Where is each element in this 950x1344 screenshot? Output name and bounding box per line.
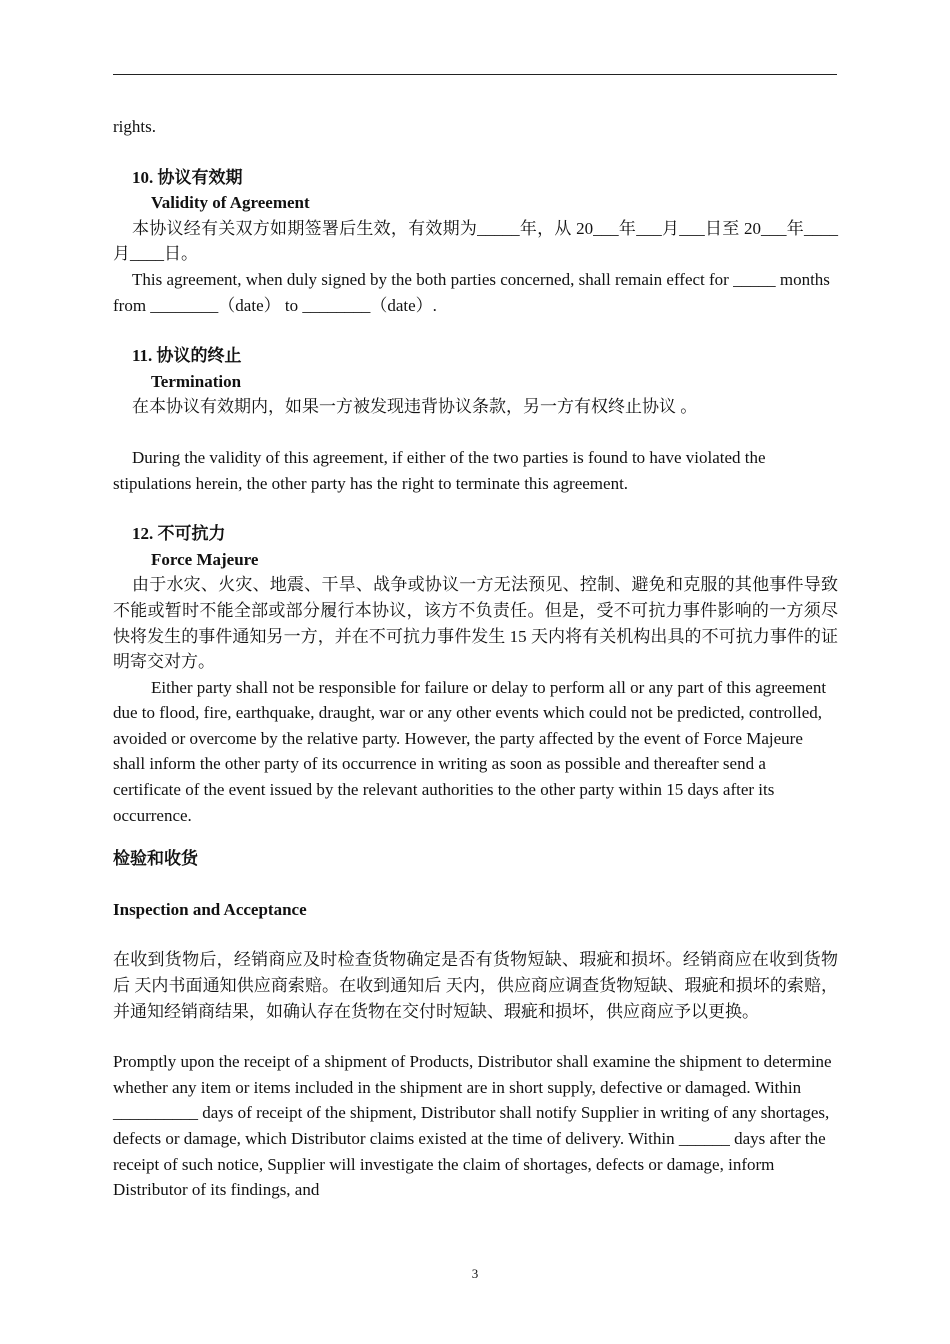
page-number: 3 (471, 1266, 479, 1281)
section-11-heading-en: Termination (151, 371, 242, 391)
document-body (113, 114, 838, 1203)
section-10-para-cn: 本协议经有关双方如期签署后生效，有效期为_____年，从 20___年___月___日至 20___年____月____日。 (113, 218, 838, 264)
inspection-heading-cn: 检验和收货 (113, 849, 198, 869)
section-10-para-en: This agreement, when duly signed by the both parties concerned, shall remain effect for _____ months from ________（date） to ________（date）. (113, 269, 830, 315)
section-11-heading-cn: 11. 协议的终止 (132, 346, 242, 366)
section-12-para-cn: 由于水灾、火灾、地震、干旱、战争或协议一方无法预见、控制、避免和克服的其他事件导致不能或暂时不能全部或部分履行本协议，该方不负责任。但是，受不可抗力事件影响的一方须尽快将发生的事件通知另一方，并在不可抗力事件发生 15 天内将有关机构出具的不可抗力事件的证明寄交对方。 (113, 575, 838, 672)
section-12-heading-en: Force Majeure (151, 549, 259, 569)
section-11-para-en: During the validity of this agreement, if either of the two parties is found to have violated the stipulations herein, the other party has the right to terminate this agreement. (113, 447, 766, 493)
inspection-para-en: Promptly upon the receipt of a shipment of Products, Distributor shall examine the shipment to determine whether any item or items included in the shipment are in short supply, defective or damaged. Within __________ days of receipt of the shipment, Distributor shall notify Supplier in writing of any shortages, defects or damage, which Distributor claims existed at the time of delivery. Within ______ days after the receipt of such notice, Supplier will investigate the claim of shortages, defects or damage, inform Distributor of its findings, and (113, 1052, 832, 1200)
header-rule (113, 74, 837, 75)
section-11-para-cn: 在本协议有效期内，如果一方被发现违背协议条款，另一方有权终止协议 。 (132, 397, 698, 417)
section-12-heading-cn: 12. 不可抗力 (132, 524, 226, 544)
inspection-heading-en: Inspection and Acceptance (113, 899, 307, 919)
section-10-heading-cn: 10. 协议有效期 (132, 167, 243, 187)
inspection-para-cn: 在收到货物后，经销商应及时检查货物确定是否有货物短缺、瑕疵和损坏。经销商应在收到货物后 天内书面通知供应商索赔。在收到通知后 天内，供应商应调查货物短缺、瑕疵和损坏的索赔，并通知经销商结果，如确认存在货物在交付时短缺、瑕疵和损坏，供应商应予以更换。 (113, 950, 838, 1021)
section-10-heading-en: Validity of Agreement (151, 193, 310, 213)
section-12-para-en: Either party shall not be responsible for failure or delay to perform all or any part of this agreement due to flood, fire, earthquake, draught, war or any other events which could not be predicted, controlled, avoided or overcome by the relative party. However, the party affected by the event of Force Majeure shall inform the other party of its occurrence in writing as soon as possible and thereafter send a certificate of the event issued by the relevant authorities to the other party within 15 days after its occurrence. (113, 677, 827, 825)
continued-text: rights. (113, 117, 156, 136)
